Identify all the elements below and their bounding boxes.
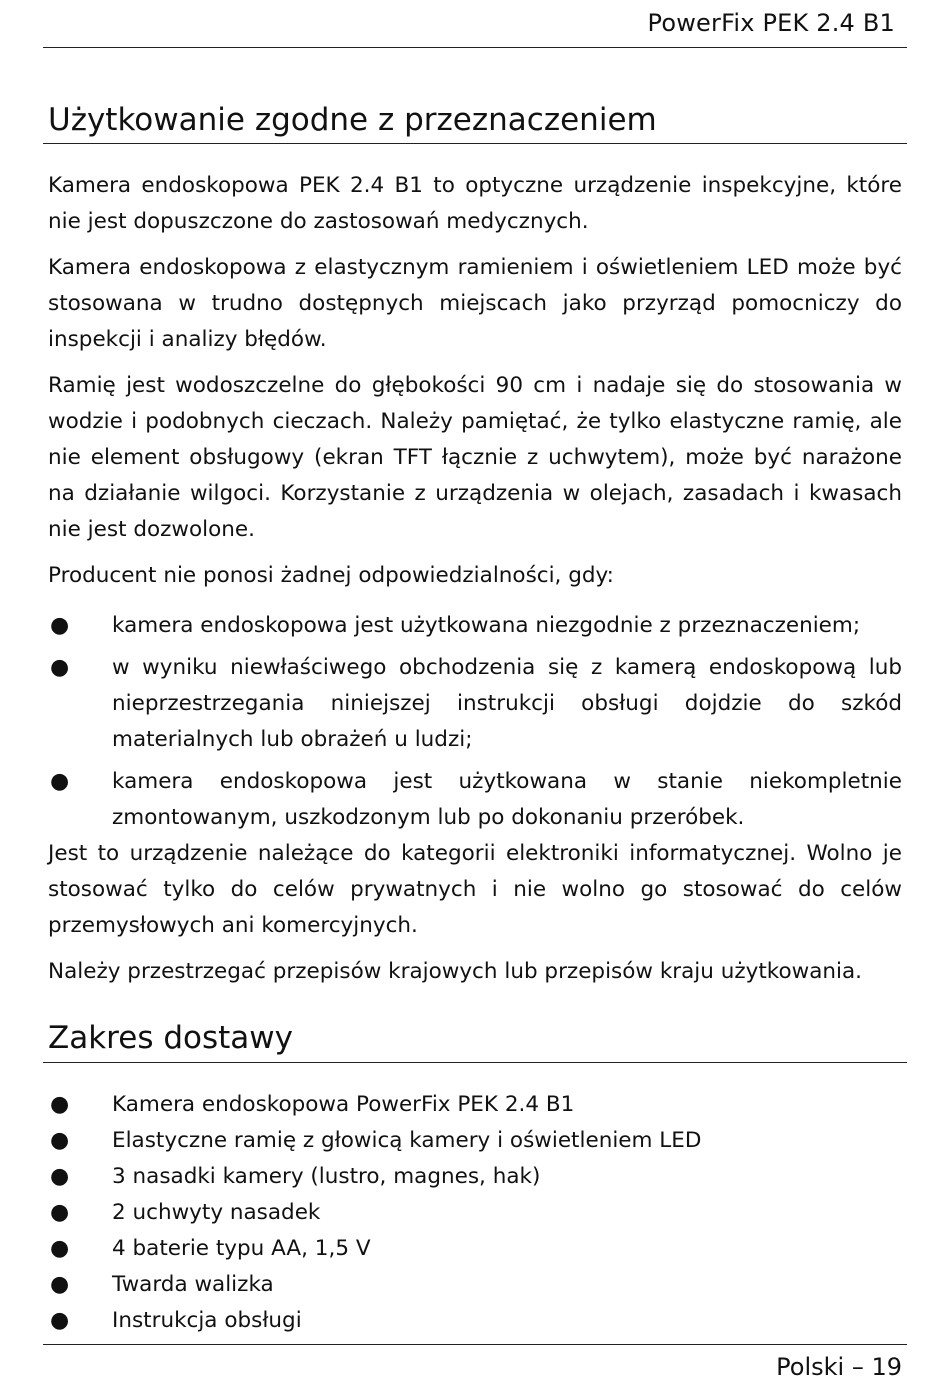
section-rule bbox=[43, 143, 907, 144]
list-item bbox=[48, 1195, 902, 1231]
page-number: Polski – 19 bbox=[776, 1353, 902, 1381]
section-title-scope-of-delivery: Zakres dostawy bbox=[48, 1020, 293, 1056]
paragraph: Jest to urządzenie należące do kategorii elektroniki informatycznej. Wolno je stosować tylko do celów prywatnych i nie wolno go stosować do celów przemysłowych ani komercyjnych. bbox=[48, 841, 902, 938]
bullet-icon: ● bbox=[50, 769, 70, 794]
list-item-text: kamera endoskopowa jest użytkowana niezgodnie z przeznaczeniem; bbox=[112, 613, 861, 638]
list-item-text: Instrukcja obsługi bbox=[112, 1308, 302, 1333]
paragraph: Należy przestrzegać przepisów krajowych lub przepisów kraju użytkowania. bbox=[48, 959, 862, 984]
delivery-list bbox=[48, 1087, 902, 1339]
bullet-icon: ● bbox=[50, 1272, 70, 1297]
paragraph: Kamera endoskopowa PEK 2.4 B1 to optyczne urządzenie inspekcyjne, które nie jest dopuszczone do zastosowań medycznych. bbox=[48, 173, 902, 234]
section-intended-use-body bbox=[48, 168, 902, 1000]
list-item bbox=[48, 764, 902, 836]
paragraph: Kamera endoskopowa z elastycznym ramieniem i oświetleniem LED może być stosowana w trudno dostępnych miejscach jako przyrząd pomocniczy do inspekcji i analizy błędów. bbox=[48, 255, 902, 352]
list-item-text: 4 baterie typu AA, 1,5 V bbox=[112, 1236, 371, 1261]
paragraph: Producent nie ponosi żadnej odpowiedzialności, gdy: bbox=[48, 563, 614, 588]
bullet-icon: ● bbox=[50, 1200, 70, 1225]
list-item bbox=[48, 1231, 902, 1267]
list-item bbox=[48, 1267, 902, 1303]
bullet-icon: ● bbox=[50, 1236, 70, 1261]
list-item-text: Kamera endoskopowa PowerFix PEK 2.4 B1 bbox=[112, 1092, 575, 1117]
liability-list bbox=[48, 608, 902, 836]
list-item bbox=[48, 1159, 902, 1195]
bullet-icon: ● bbox=[50, 1128, 70, 1153]
list-item bbox=[48, 1087, 902, 1123]
bullet-icon: ● bbox=[50, 1164, 70, 1189]
header-rule bbox=[43, 47, 907, 48]
list-item bbox=[48, 1303, 902, 1339]
section-rule bbox=[43, 1062, 907, 1063]
list-item bbox=[48, 1123, 902, 1159]
list-item-text: kamera endoskopowa jest użytkowana w stanie niekompletnie zmontowanym, uszkodzonym lub po dokonaniu przeróbek. bbox=[112, 769, 902, 830]
list-item-text: w wyniku niewłaściwego obchodzenia się z kamerą endoskopową lub nieprzestrzegania niniejszej instrukcji obsługi dojdzie do szkód materialnych lub obrażeń u ludzi; bbox=[112, 655, 902, 752]
section-title-intended-use: Użytkowanie zgodne z przeznaczeniem bbox=[48, 102, 657, 138]
bullet-icon: ● bbox=[50, 655, 70, 680]
section-scope-of-delivery-body bbox=[48, 1087, 902, 1339]
list-item-text: 2 uchwyty nasadek bbox=[112, 1200, 321, 1225]
list-item-text: Elastyczne ramię z głowicą kamery i oświetleniem LED bbox=[112, 1128, 702, 1153]
list-item-text: Twarda walizka bbox=[112, 1272, 274, 1297]
bullet-icon: ● bbox=[50, 613, 70, 638]
bullet-icon: ● bbox=[50, 1092, 70, 1117]
running-header: PowerFix PEK 2.4 B1 bbox=[647, 9, 895, 37]
bullet-icon: ● bbox=[50, 1308, 70, 1333]
list-item bbox=[48, 650, 902, 758]
list-item-text: 3 nasadki kamery (lustro, magnes, hak) bbox=[112, 1164, 541, 1189]
paragraph: Ramię jest wodoszczelne do głębokości 90 cm i nadaje się do stosowania w wodzie i podobnych cieczach. Należy pamiętać, że tylko elastyczne ramię, ale nie element obsługowy (ekran TFT łącznie z uchwytem), może być narażone na działanie wilgoci. Korzystanie z urządzenia w olejach, zasadach i kwasach nie jest dozwolone. bbox=[48, 373, 902, 542]
list-item bbox=[48, 608, 902, 644]
footer-rule bbox=[43, 1344, 907, 1345]
